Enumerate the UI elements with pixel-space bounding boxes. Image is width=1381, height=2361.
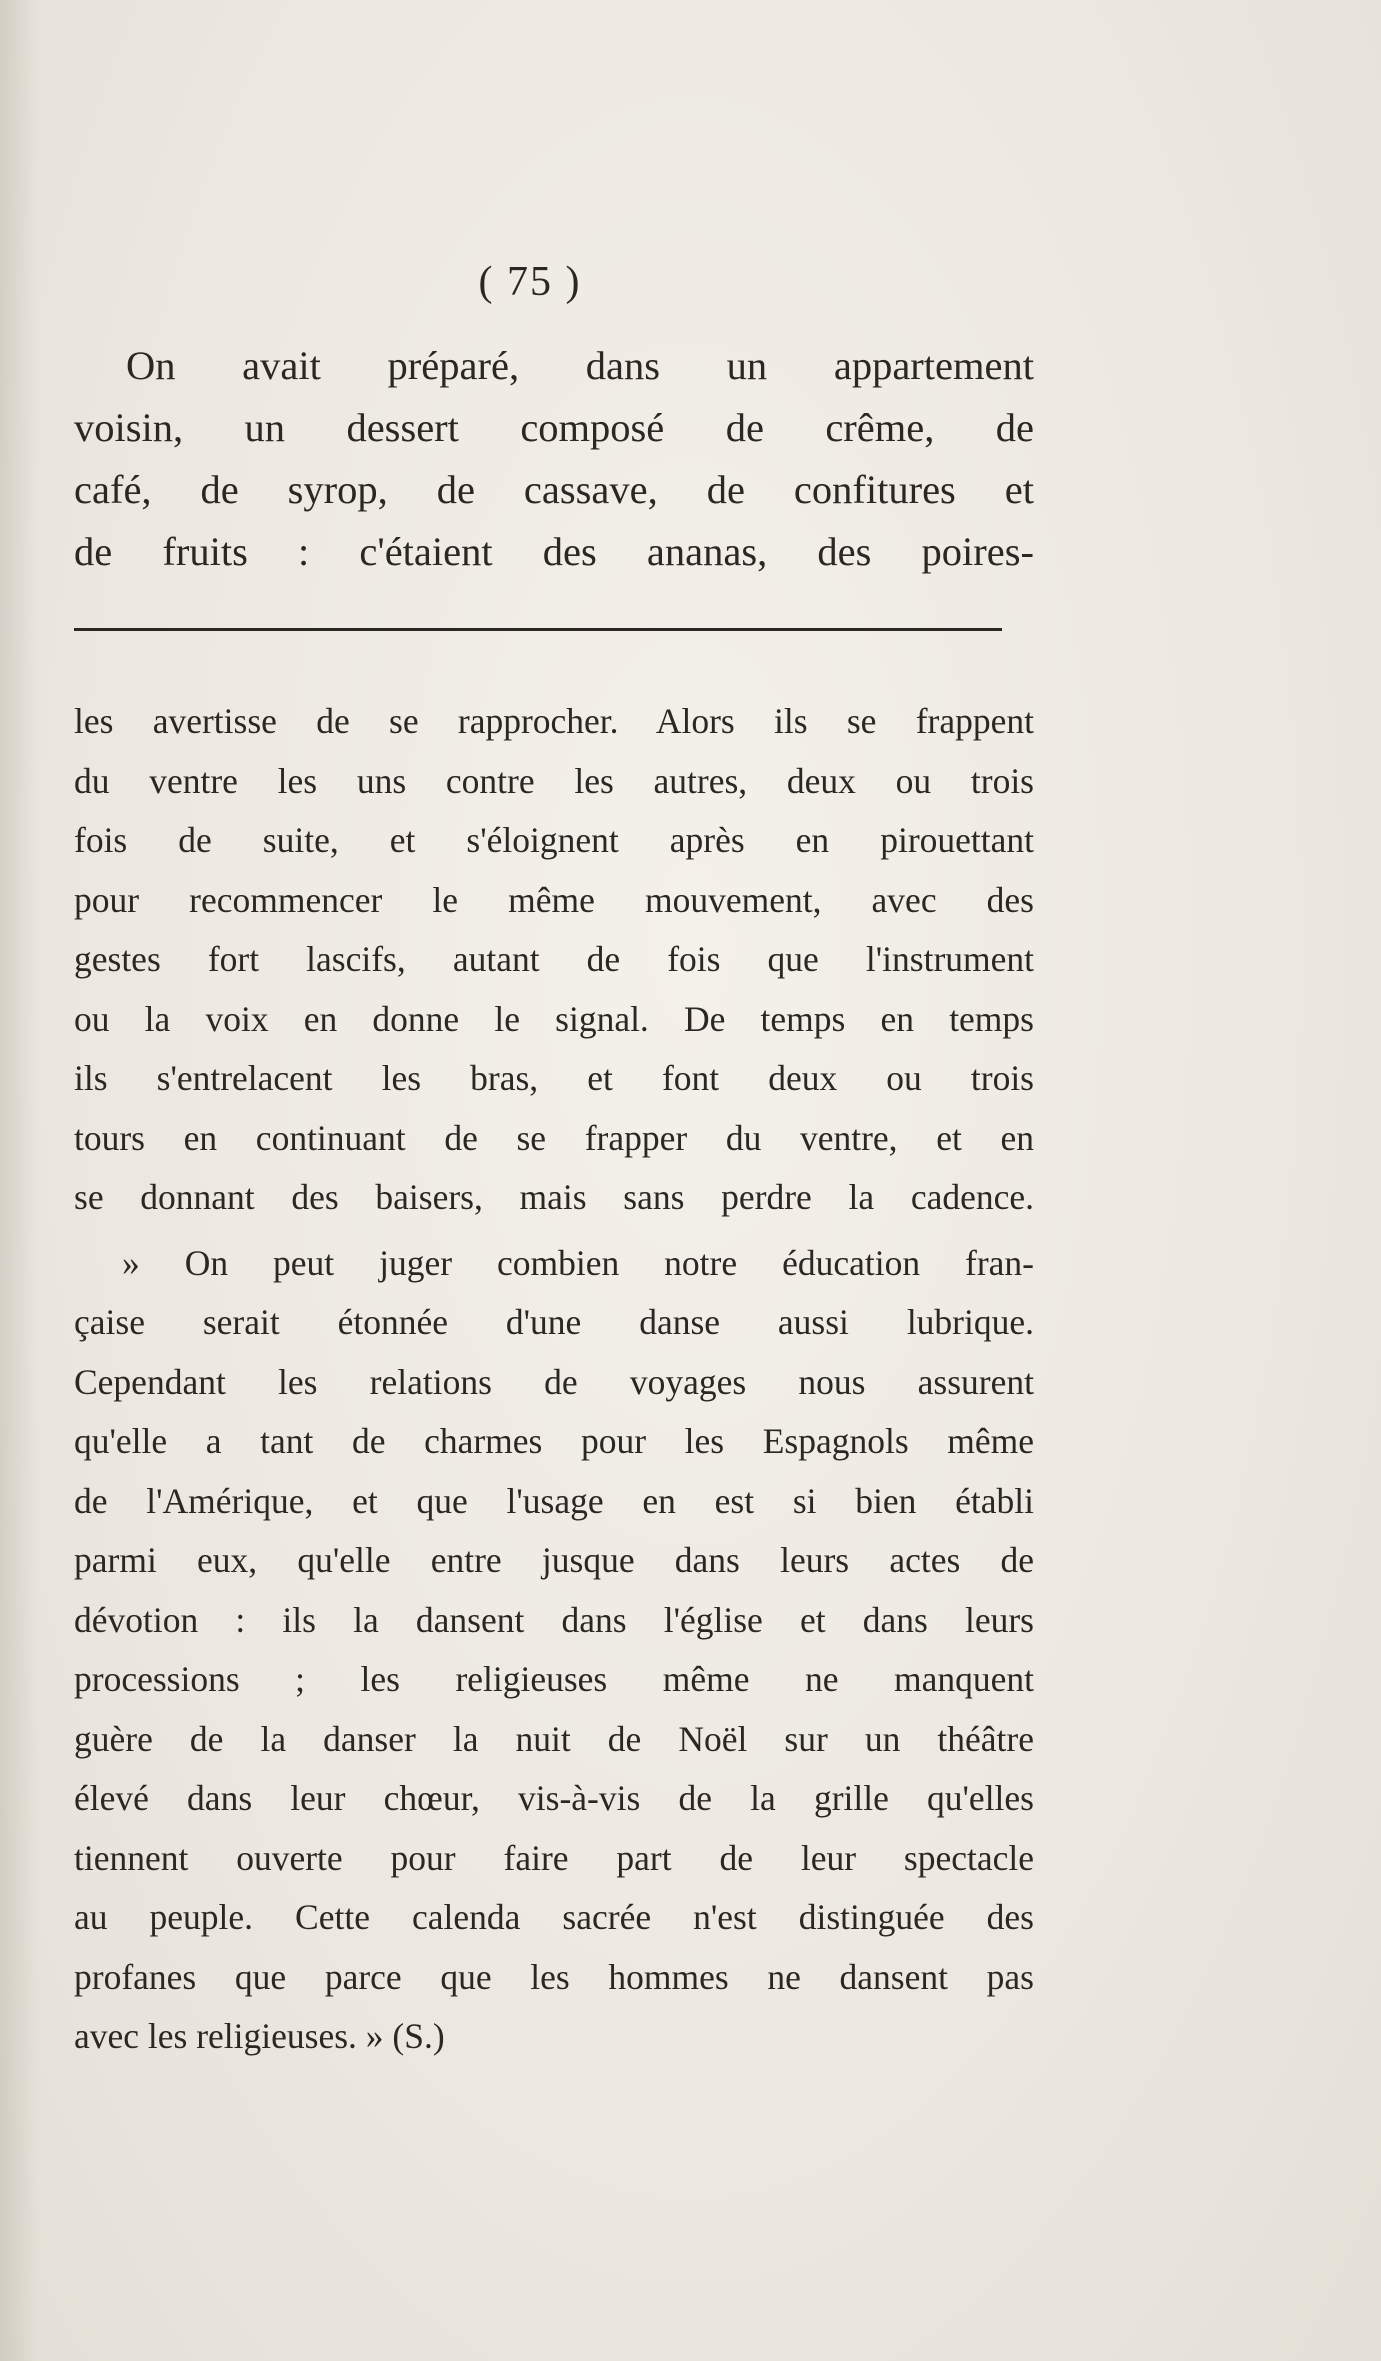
footnote-line: les avertisse de se rapprocher. Alors ils se frappent (74, 701, 1034, 741)
footnote-text (74, 692, 1034, 2067)
page-gutter-shadow (0, 0, 40, 2361)
main-text (74, 335, 1034, 583)
footnote-line: processions ; les religieuses même ne manquent (74, 1659, 1034, 1699)
footnote-line: gestes fort lascifs, autant de fois que l'instrument (74, 939, 1034, 979)
main-text-line: On avait préparé, dans un appartement (126, 343, 1034, 388)
footnote-line: parmi eux, qu'elle entre jusque dans leurs actes de (74, 1540, 1034, 1580)
footnote-line: çaise serait étonnée d'une danse aussi lubrique. (74, 1302, 1034, 1342)
page-number: ( 75 ) (478, 259, 582, 305)
footnote-separator-rule (74, 628, 1002, 631)
footnote-line: ou la voix en donne le signal. De temps en temps (74, 998, 1034, 1039)
footnote-line: de l'Amérique, et que l'usage en est si bien établi (74, 1480, 1034, 1521)
main-text-line: de fruits : c'étaient des ananas, des poires- (74, 529, 1034, 574)
footnote-line: ils s'entrelacent les bras, et font deux ou trois (74, 1058, 1034, 1098)
footnote-line: pour recommencer le même mouvement, avec des (74, 879, 1034, 920)
footnote-line: du ventre les uns contre les autres, deux ou trois (74, 760, 1034, 801)
footnote-line: qu'elle a tant de charmes pour les Espagnols même (74, 1421, 1034, 1461)
footnote-line: guère de la danser la nuit de Noël sur un théâtre (74, 1718, 1034, 1759)
footnote-line: tiennent ouverte pour faire part de leur spectacle (74, 1837, 1034, 1878)
footnote-line: fois de suite, et s'éloignent après en pirouettant (74, 820, 1034, 860)
footnote-line: au peuple. Cette calenda sacrée n'est distinguée des (74, 1897, 1034, 1937)
footnote-line: élevé dans leur chœur, vis-à-vis de la grille qu'elles (74, 1778, 1034, 1818)
footnote-line: tours en continuant de se frapper du ventre, et en (74, 1117, 1034, 1158)
main-text-line: café, de syrop, de cassave, de confitures et (74, 467, 1034, 512)
footnote-line: avec les religieuses. » (S.) (74, 2016, 445, 2056)
footnote-line: dévotion : ils la dansent dans l'église et dans leurs (74, 1599, 1034, 1640)
footnote-line: » On peut juger combien notre éducation fran- (122, 1242, 1034, 1283)
main-text-line: voisin, un dessert composé de crême, de (74, 405, 1034, 450)
footnote-line: se donnant des baisers, mais sans perdre la cadence. (74, 1177, 1034, 1217)
footnote-line: Cependant les relations de voyages nous assurent (74, 1361, 1034, 1402)
footnote-line: profanes que parce que les hommes ne dansent pas (74, 1956, 1034, 1997)
